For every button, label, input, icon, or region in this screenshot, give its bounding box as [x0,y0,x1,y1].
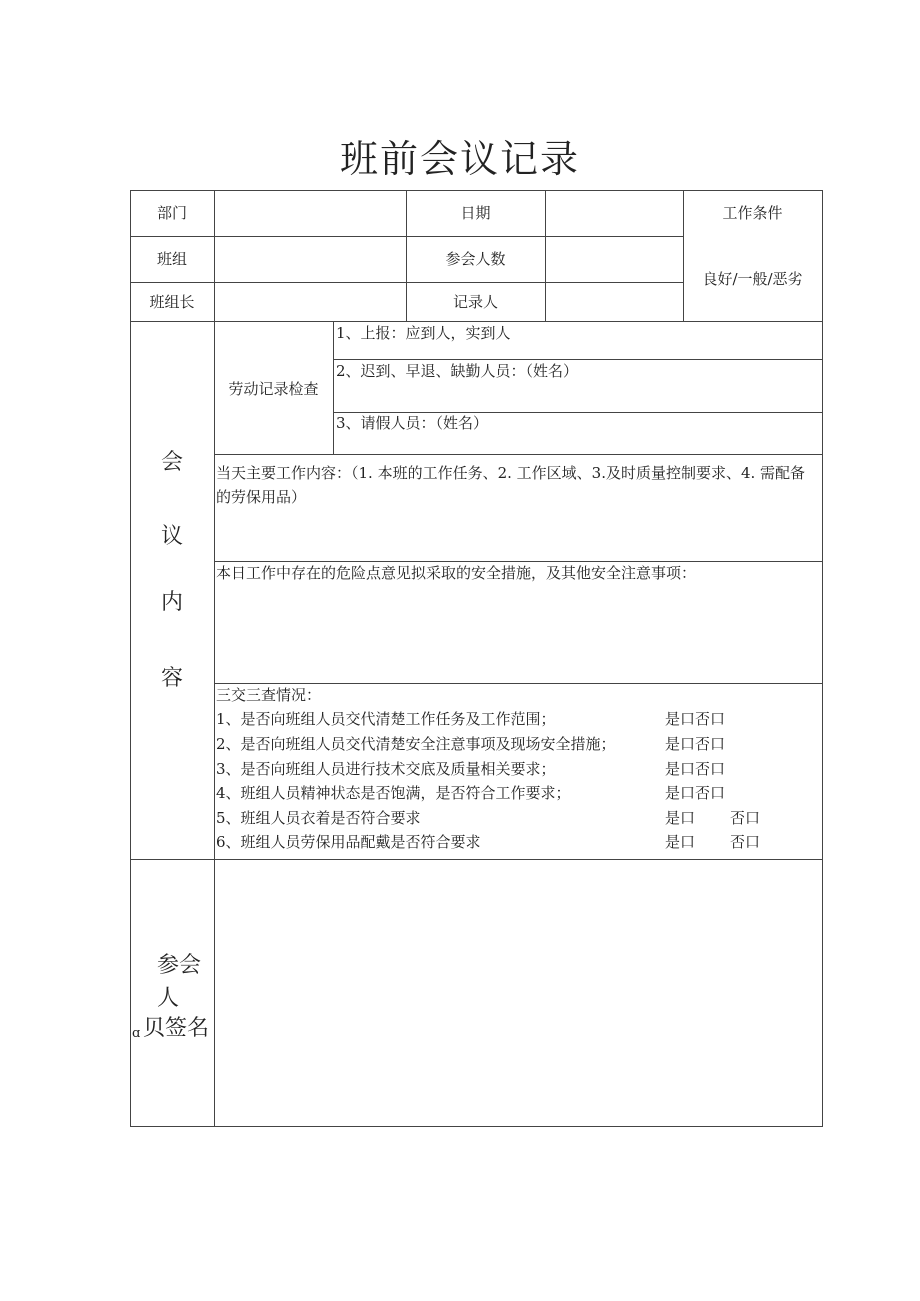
labor-check-label: 劳动记录检查 [228,380,319,398]
rule-bottom [130,1126,823,1127]
sanjiao-heading: 三交三查情况： [216,686,322,704]
labor-item[interactable]: 2、迟到、早退、缺勤人员：（姓名） [336,362,579,380]
date-label: 日期 [460,204,491,222]
team-label: 班组 [156,250,187,268]
yes-no-checkbox[interactable]: 是口否口 [665,760,726,778]
rule-top [130,190,823,191]
sanjiao-item: 6、班组人员劳保用品配戴是否符合要求 [216,833,481,851]
rule-meeting-bottom [130,859,823,860]
rule-meeting-left [214,321,215,1127]
labor-item[interactable]: 3、请假人员：（姓名） [336,414,489,432]
signature-label-line3: 贝签名 [143,1016,210,1041]
rule-left [130,190,131,1127]
yes-checkbox[interactable]: 是口 [665,833,696,851]
no-checkbox[interactable]: 否口 [730,833,761,851]
attendees-count-field[interactable] [546,250,682,268]
sanjiao-item: 5、班组人员衣着是否符合要求 [216,809,421,827]
date-field[interactable] [546,204,682,222]
team-field[interactable] [215,250,405,268]
rule-labor-bottom [214,454,823,455]
sanjiao-item: 4、班组人员精神状态是否饱满，是否符合工作要求； [216,784,571,802]
work-condition-label: 工作条件 [722,204,783,222]
leader-label: 班组长 [149,293,195,311]
meeting-section-char-4: 容 [160,666,183,691]
hazards-text[interactable]: 本日工作中存在的危险点意见拟采取的安全措施，及其他安全注意事项： [216,564,697,582]
signature-label-line1: 参会 [157,953,202,978]
page-title: 班前会议记录 [339,137,580,181]
meeting-section-char-3: 内 [160,590,183,615]
sanjiao-item: 1、是否向班组人员交代清楚工作任务及工作范围； [216,710,556,728]
rule-header-bottom [130,321,823,322]
signature-mark: ɑ [132,1026,141,1041]
rule-labor-2 [333,412,823,413]
work-condition-options[interactable]: 良好/一般/恶劣 [702,270,803,288]
signature-area[interactable] [216,862,820,1124]
rule-labor-1 [333,359,823,360]
work-content-text[interactable]: 当天主要工作内容：（1. 本班的工作任务、2. 工作区域、3.及时质量控制要求、4. 需配备的劳保用品） [216,464,806,506]
meeting-section-char-1: 会 [160,450,183,475]
labor-item[interactable]: 1、上报：应到人，实到人 [336,324,511,342]
signature-label-line2: 人 [157,986,180,1011]
leader-field[interactable] [215,293,405,311]
recorder-field[interactable] [546,293,682,311]
no-checkbox[interactable]: 否口 [730,809,761,827]
dept-label: 部门 [156,204,187,222]
meeting-section-char-2: 议 [160,524,183,549]
rule-content-bottom [214,561,823,562]
rule-right [822,190,823,1127]
yes-no-checkbox[interactable]: 是口否口 [665,784,726,802]
rule-labor-split [333,321,334,454]
recorder-label: 记录人 [452,293,498,311]
sanjiao-item: 2、是否向班组人员交代清楚安全注意事项及现场安全措施； [216,735,616,753]
rule-hazard-bottom [214,683,823,684]
yes-no-checkbox[interactable]: 是口否口 [665,710,726,728]
attendees-count-label: 参会人数 [445,250,506,268]
sanjiao-item: 3、是否向班组人员进行技术交底及质量相关要求； [216,760,556,778]
yes-no-checkbox[interactable]: 是口否口 [665,735,726,753]
yes-checkbox[interactable]: 是口 [665,809,696,827]
dept-field[interactable] [215,204,405,222]
